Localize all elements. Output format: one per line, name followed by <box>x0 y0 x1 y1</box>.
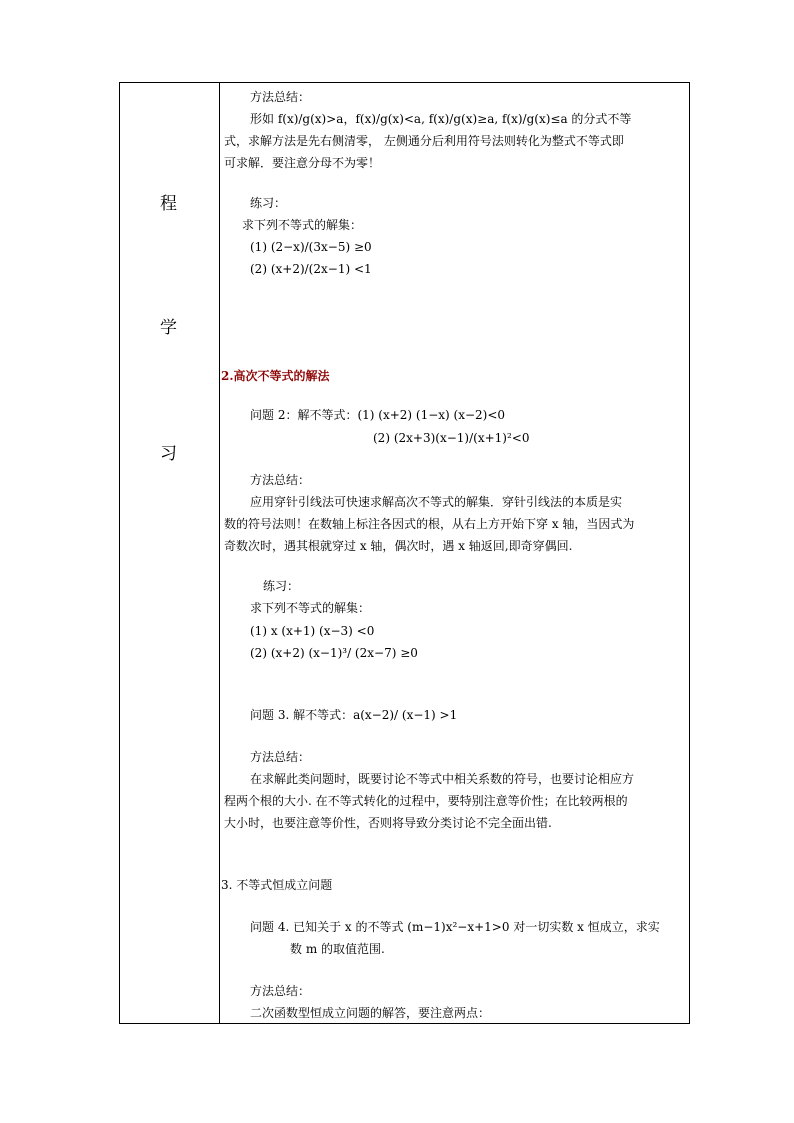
s1-practice-2: (2) (x+2)/(2x−1) <1 <box>250 262 372 276</box>
s1-summary-line2: 式，求解方法是先右侧清零， 左侧通分后利用符号法则转化为整式不等式即 <box>224 134 624 148</box>
question-3-line: 问题 3. 解不等式：a(x−2)/ (x−1) >1 <box>250 708 458 722</box>
s1-practice-1: (1) (2−x)/(3x−5) ≥0 <box>250 240 372 254</box>
s2-practice-2: (2) (x+2) (x−1)³/ (2x−7) ≥0 <box>250 646 418 660</box>
s4-summary-title: 方法总结： <box>250 984 311 998</box>
section-2-heading: 2.高次不等式的解法 <box>221 369 330 383</box>
sidebar-char-1: 程 <box>160 194 177 214</box>
question-2-line2: (2) (2x+3)(x−1)/(x+1)²<0 <box>373 431 530 445</box>
sidebar-char-3: 习 <box>160 444 177 464</box>
s1-summary-title: 方法总结： <box>250 90 311 104</box>
s3-summary-line1: 在求解此类问题时，既要讨论不等式中相关系数的符号，也要讨论相应方 <box>250 772 635 786</box>
s3-summary-title: 方法总结： <box>250 750 311 764</box>
question-2-line1: 问题 2：解不等式：(1) (x+2) (1−x) (x−2)<0 <box>250 408 506 422</box>
s2-summary-line2: 数的符号法则！在数轴上标注各因式的根，从右上方开始下穿 x 轴，当因式为 <box>224 517 635 531</box>
s1-practice-title: 练习： <box>250 196 287 210</box>
section-3-heading: 3. 不等式恒成立问题 <box>221 878 333 892</box>
s1-summary-line1: 形如 f(x)/g(x)>a，f(x)/g(x)<a, f(x)/g(x)≥a, f(x)/g(x)≤a 的分式不等 <box>250 112 632 126</box>
question-4-line2: 数 m 的取值范围. <box>290 942 385 956</box>
question-4-line1: 问题 4. 已知关于 x 的不等式 (m−1)x²−x+1>0 对一切实数 x 恒成立，求实 <box>250 920 660 934</box>
s2-practice-title: 练习： <box>263 579 300 593</box>
s2-summary-line3: 奇数次时，遇其根就穿过 x 轴，偶次时，遇 x 轴返回,即奇穿偶回. <box>224 539 573 553</box>
s2-practice-prompt: 求下列不等式的解集： <box>250 601 371 615</box>
s1-practice-prompt: 求下列不等式的解集： <box>242 218 363 232</box>
s1-summary-line3: 可求解．要注意分母不为零！ <box>224 156 381 170</box>
s2-summary-line1: 应用穿针引线法可快速求解高次不等式的解集．穿针引线法的本质是实 <box>250 495 623 509</box>
s4-summary-line1: 二次函数型恒成立问题的解答，要注意两点： <box>250 1006 491 1020</box>
s2-practice-1: (1) x (x+1) (x−3) <0 <box>250 624 375 638</box>
content-column <box>221 83 689 1023</box>
s3-summary-line2: 程两个根的大小. 在不等式转化的过程中，要特别注意等价性；在比较两根的 <box>224 794 628 808</box>
column-divider <box>219 83 220 1023</box>
s3-summary-line3: 大小时，也要注意等价性，否则将导致分类讨论不完全面出错. <box>224 816 552 830</box>
s2-summary-title: 方法总结： <box>250 473 311 487</box>
sidebar-char-2: 学 <box>160 318 177 338</box>
lesson-table <box>119 82 690 1024</box>
